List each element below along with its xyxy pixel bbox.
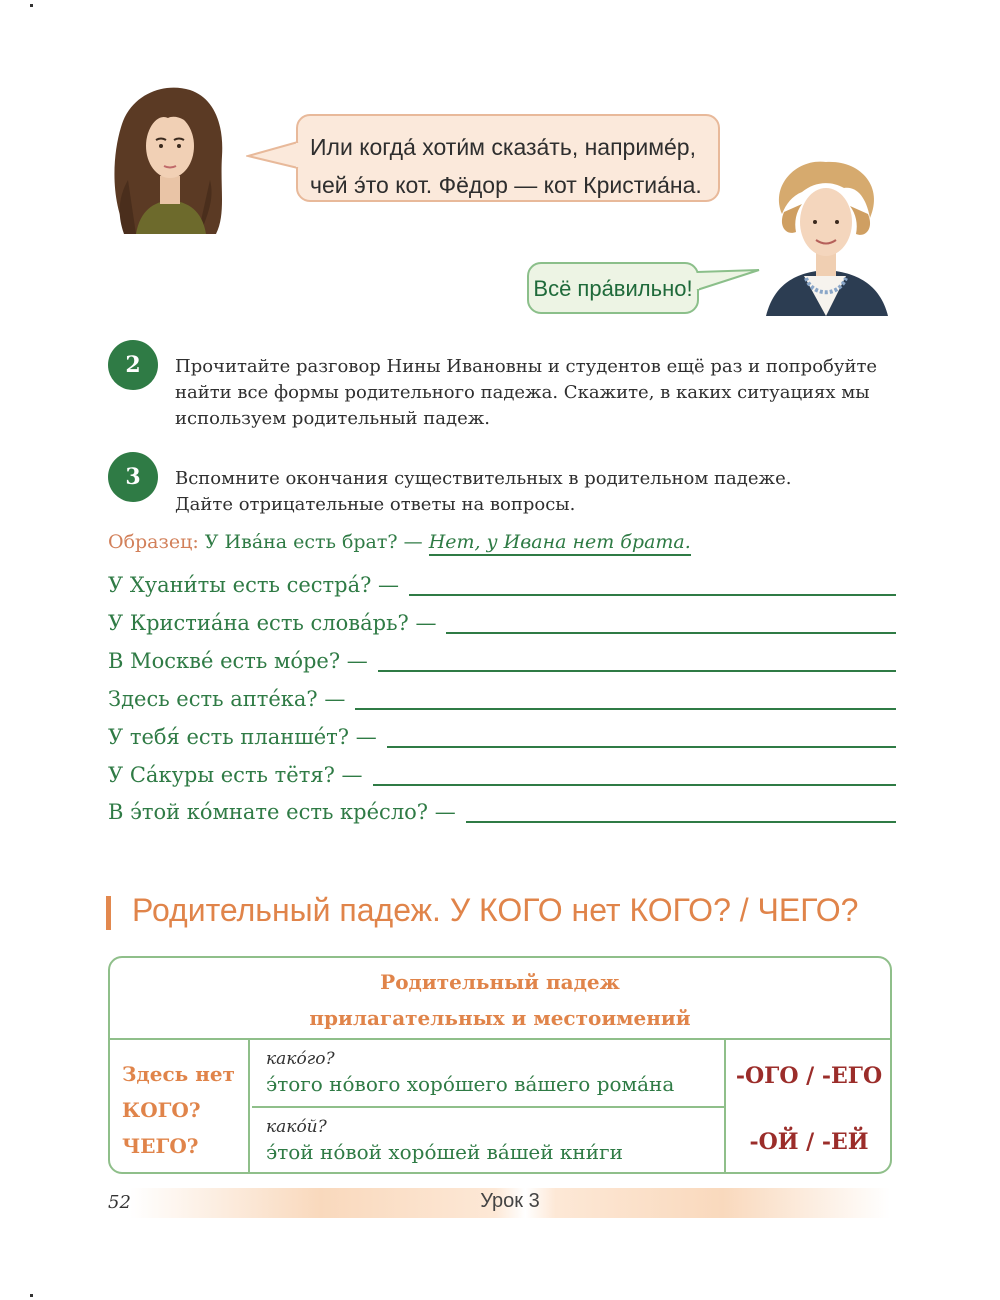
answer-line[interactable] bbox=[409, 594, 896, 596]
grammar-table bbox=[108, 956, 892, 1174]
crop-mark-top bbox=[30, 4, 33, 7]
question-row bbox=[108, 793, 896, 827]
row-question: како́го? bbox=[266, 1049, 335, 1069]
bubble-line-2: чей э́то кот. Фёдор — кот Кристиа́на. bbox=[310, 172, 702, 198]
grammar-table-header-line-1: Родительный падеж bbox=[380, 970, 620, 994]
bubble-line-1: Или когда́ хоти́м сказа́ть, наприме́р, bbox=[310, 134, 696, 160]
exercise-2-instructions bbox=[175, 354, 877, 432]
question-row bbox=[108, 604, 896, 638]
exercise-3-instructions bbox=[175, 466, 791, 518]
page-number: 52 bbox=[108, 1192, 131, 1213]
answer-line[interactable] bbox=[378, 670, 896, 672]
question-row bbox=[108, 566, 896, 600]
row-example: э́того но́вого хоро́шего ва́шего рома́на bbox=[266, 1072, 675, 1096]
answer-line[interactable] bbox=[373, 784, 896, 786]
left-column-line-1: Здесь нет bbox=[122, 1062, 235, 1086]
crop-mark-bottom bbox=[30, 1294, 33, 1297]
row-question: како́й? bbox=[266, 1117, 327, 1137]
answer-line[interactable] bbox=[446, 632, 896, 634]
question-row bbox=[108, 756, 896, 790]
question-row bbox=[108, 718, 896, 752]
bubble-teacher-text: Всё пра́вильно! bbox=[533, 276, 693, 301]
answer-line[interactable] bbox=[466, 821, 896, 823]
answer-line[interactable] bbox=[387, 746, 896, 748]
grammar-table-row bbox=[252, 1108, 726, 1172]
speech-bubble-tail-right bbox=[695, 266, 761, 296]
row-example: э́той но́вой хоро́шей ва́шей кни́ги bbox=[266, 1140, 623, 1164]
left-column-line-2: КОГО? bbox=[122, 1098, 201, 1122]
exercise-2-line-2: найти все формы родительного падежа. Скажите, в каких ситуациях мы bbox=[175, 382, 870, 403]
grammar-table-header bbox=[110, 958, 890, 1040]
question-row bbox=[108, 642, 896, 676]
exercise-3-line-2: Дайте отрицательные ответы на вопросы. bbox=[175, 494, 576, 515]
speech-bubble-teacher bbox=[527, 262, 699, 314]
grammar-table-header-line-2: прилагательных и местоимений bbox=[309, 1006, 691, 1030]
sample-answer: Нет, у Ивана нет брата. bbox=[429, 531, 691, 556]
grammar-table-left-column bbox=[110, 1040, 250, 1172]
sample-question: У Ива́на есть брат? bbox=[204, 531, 398, 553]
question-row bbox=[108, 680, 896, 714]
teacher-portrait bbox=[760, 156, 894, 316]
question-text: У Кристиа́на есть слова́рь? — bbox=[108, 611, 437, 635]
question-text: В Москве́ есть мо́ре? — bbox=[108, 649, 368, 673]
section-title: Родительный падеж. У КОГО нет КОГО? / ЧЕГО? bbox=[132, 892, 859, 928]
exercise-2-line-1: Прочитайте разговор Нины Ивановны и студентов ещё раз и попробуйте bbox=[175, 356, 878, 377]
section-accent-bar bbox=[106, 896, 111, 930]
exercise-2-badge: 2 bbox=[108, 340, 158, 390]
row-ending: -ОГО / -ЕГО bbox=[735, 1063, 883, 1089]
lesson-label: Урок 3 bbox=[480, 1190, 540, 1212]
left-column-line-3: ЧЕГО? bbox=[122, 1134, 199, 1158]
sample-example bbox=[108, 528, 828, 556]
sample-dash: — bbox=[403, 531, 423, 553]
exercise-2-line-3: используем родительный падеж. bbox=[175, 408, 490, 429]
question-text: У Хуани́ты есть сестра́? — bbox=[108, 573, 400, 597]
student-portrait bbox=[106, 84, 236, 236]
speech-bubble-tail-left bbox=[246, 138, 300, 172]
answer-line[interactable] bbox=[355, 708, 896, 710]
speech-bubble-student bbox=[296, 114, 720, 202]
question-text: Здесь есть апте́ка? — bbox=[108, 687, 346, 711]
question-text: У тебя́ есть планше́т? — bbox=[108, 725, 377, 749]
grammar-table-row bbox=[252, 1040, 726, 1108]
exercise-3-line-1: Вспомните окончания существительных в родительном падеже. bbox=[175, 468, 792, 489]
question-text: В э́той ко́мнате есть кре́сло? — bbox=[108, 800, 456, 824]
sample-label: Образец: bbox=[108, 531, 199, 553]
row-ending: -ОЙ / -ЕЙ bbox=[749, 1129, 869, 1155]
exercise-3-badge: 3 bbox=[108, 452, 158, 502]
question-text: У Са́куры есть тётя? — bbox=[108, 763, 363, 787]
